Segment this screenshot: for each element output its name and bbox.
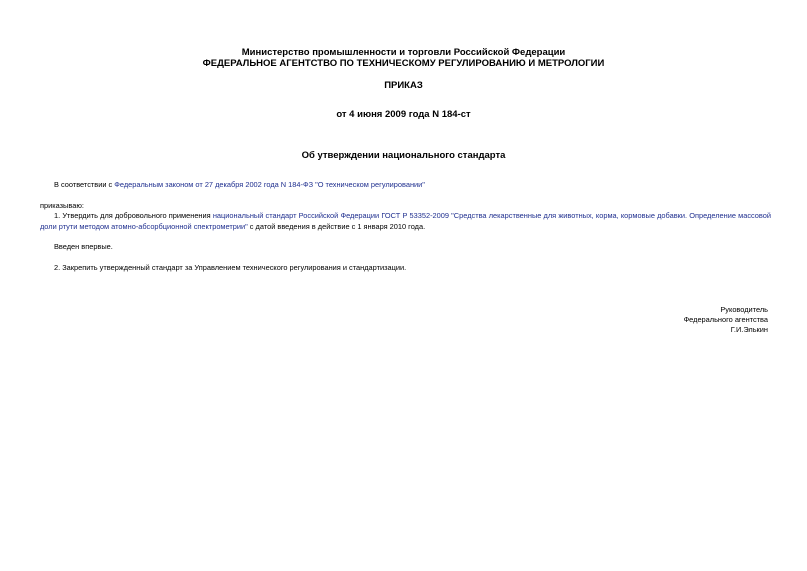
order-item-2: 2. Закрепить утвержденный стандарт за Управлением технического регулирования и стандартизации. bbox=[54, 263, 407, 272]
introduced-note: Введен впервые. bbox=[54, 242, 113, 251]
signature-name: Г.И.Элькин bbox=[730, 325, 768, 334]
order-word: приказываю: bbox=[40, 201, 84, 210]
signature-position: Руководитель bbox=[720, 305, 768, 314]
signature-agency: Федерального агентства bbox=[683, 315, 768, 324]
item1-prefix: 1. Утвердить для добровольного применения bbox=[54, 211, 213, 220]
order-item-1 bbox=[40, 210, 771, 232]
item1-suffix: с датой введения в действие с 1 января 2010 года. bbox=[247, 222, 426, 231]
document-subject: Об утверждении национального стандарта bbox=[301, 150, 506, 161]
ministry-title: Министерство промышленности и торговли Российской Федерации bbox=[241, 47, 566, 58]
gost-standard-link[interactable]: национальный стандарт Российской Федерации ГОСТ Р 53352-2009 "Средства лекарственные для животных, корма, кормовые добавки. Определение массовой доли ртути методом атомно-абсорбционной спектрометрии" bbox=[40, 211, 771, 231]
agency-title: ФЕДЕРАЛЬНОЕ АГЕНТСТВО ПО ТЕХНИЧЕСКОМУ РЕГУЛИРОВАНИЮ И МЕТРОЛОГИИ bbox=[202, 58, 605, 69]
document-date-number: от 4 июня 2009 года N 184-ст bbox=[336, 109, 471, 120]
federal-law-link[interactable]: Федеральным законом от 27 декабря 2002 года N 184-ФЗ "О техническом регулировании" bbox=[114, 180, 425, 189]
preamble bbox=[54, 180, 425, 190]
preamble-prefix: В соответствии с bbox=[54, 180, 115, 189]
document-type: ПРИКАЗ bbox=[384, 80, 423, 91]
